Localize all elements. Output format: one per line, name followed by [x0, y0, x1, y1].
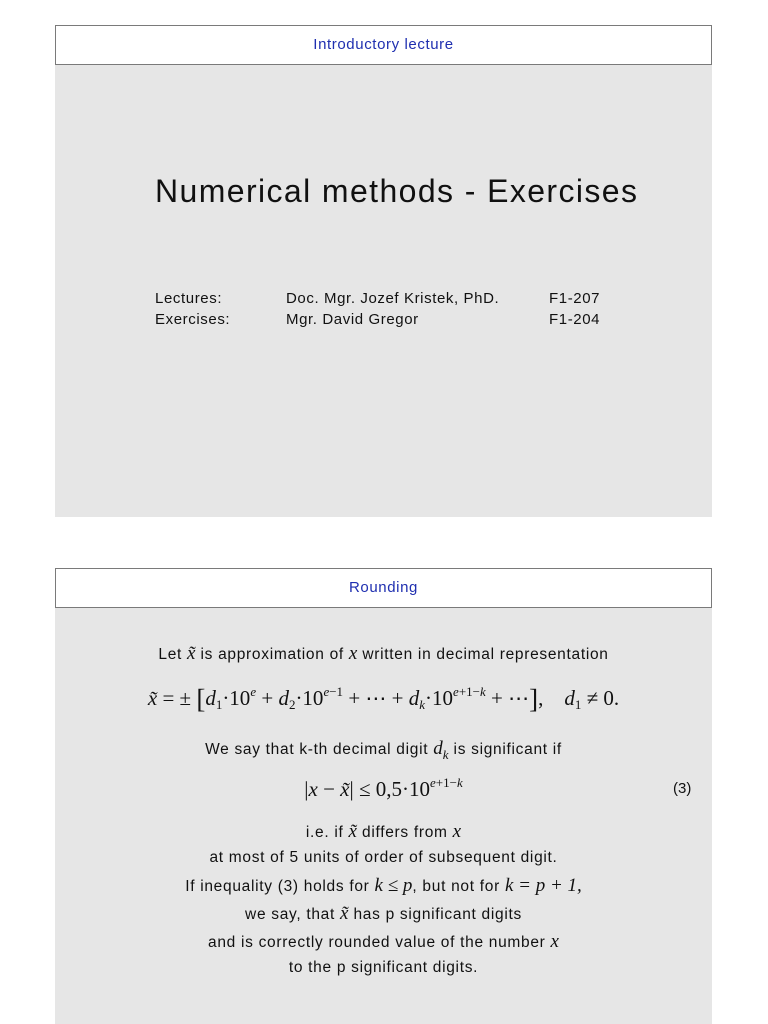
text-line-rounded [55, 931, 712, 953]
math-x-tilde: x̃ [348, 821, 357, 842]
text-fragment: has p significant digits [353, 906, 522, 923]
text-fragment: is approximation of [200, 646, 344, 663]
slide-rounding [55, 568, 712, 1024]
text-fragment: Let [158, 646, 183, 663]
text-line-final: to the p significant digits. [288, 959, 479, 976]
text-line-we-say [55, 903, 712, 925]
math-x: x [550, 931, 559, 952]
text-line-significant [55, 738, 712, 763]
slide-header: Rounding [55, 568, 712, 608]
math-x: x [452, 821, 462, 842]
text-fragment: We say that k-th decimal digit [205, 741, 429, 758]
text-fragment: written in decimal representation [362, 646, 609, 663]
math-dk: $d_k$ [433, 738, 449, 762]
formula-decimal-representation: x̃ = ± [$d_1\cdot 10^e + d_2\cdot 10^{e-1}$ + ⋯ + $d_k\cdot 10^{e+1-k}$ + ⋯], $d_1 \ne 0$. [147, 684, 620, 714]
staff-room: F1-204 [549, 311, 601, 328]
math-x-tilde: x̃ [187, 643, 196, 664]
slide-title: Numerical methods - Exercises [155, 173, 639, 209]
text-fragment: we say, that [245, 906, 336, 923]
math-x: x [348, 643, 358, 664]
staff-room: F1-207 [549, 290, 601, 307]
math-k-le-p: k ≤ p [374, 875, 413, 896]
slide-header: Introductory lecture [55, 25, 712, 65]
staff-role: Lectures: [155, 290, 223, 307]
text-line-intro [55, 643, 712, 665]
text-fragment: is significant if [453, 741, 562, 758]
text-line-inequality-holds [55, 875, 712, 897]
staff-role: Exercises: [155, 311, 231, 328]
text-fragment: differs from [362, 824, 448, 841]
formula-inequality: |x − x̃| ≤ $0,5\cdot 10^{e+1-k}$ [304, 775, 463, 801]
slide-introductory-lecture [55, 25, 712, 517]
text-line-units: at most of 5 units of order of subsequent digit. [209, 849, 558, 866]
staff-name: Doc. Mgr. Jozef Kristek, PhD. [286, 290, 500, 307]
text-line-ie [55, 821, 712, 843]
text-fragment: and is correctly rounded value of the number [208, 934, 546, 951]
math-x-tilde: x̃ [340, 903, 349, 924]
staff-name: Mgr. David Gregor [286, 311, 419, 328]
math-k-eq-p1: k = p + 1, [504, 875, 582, 896]
text-fragment: , but not for [412, 878, 500, 895]
text-fragment: i.e. if [305, 824, 344, 841]
equation-number: (3) [673, 780, 692, 797]
text-fragment: If inequality (3) holds for [185, 878, 370, 895]
